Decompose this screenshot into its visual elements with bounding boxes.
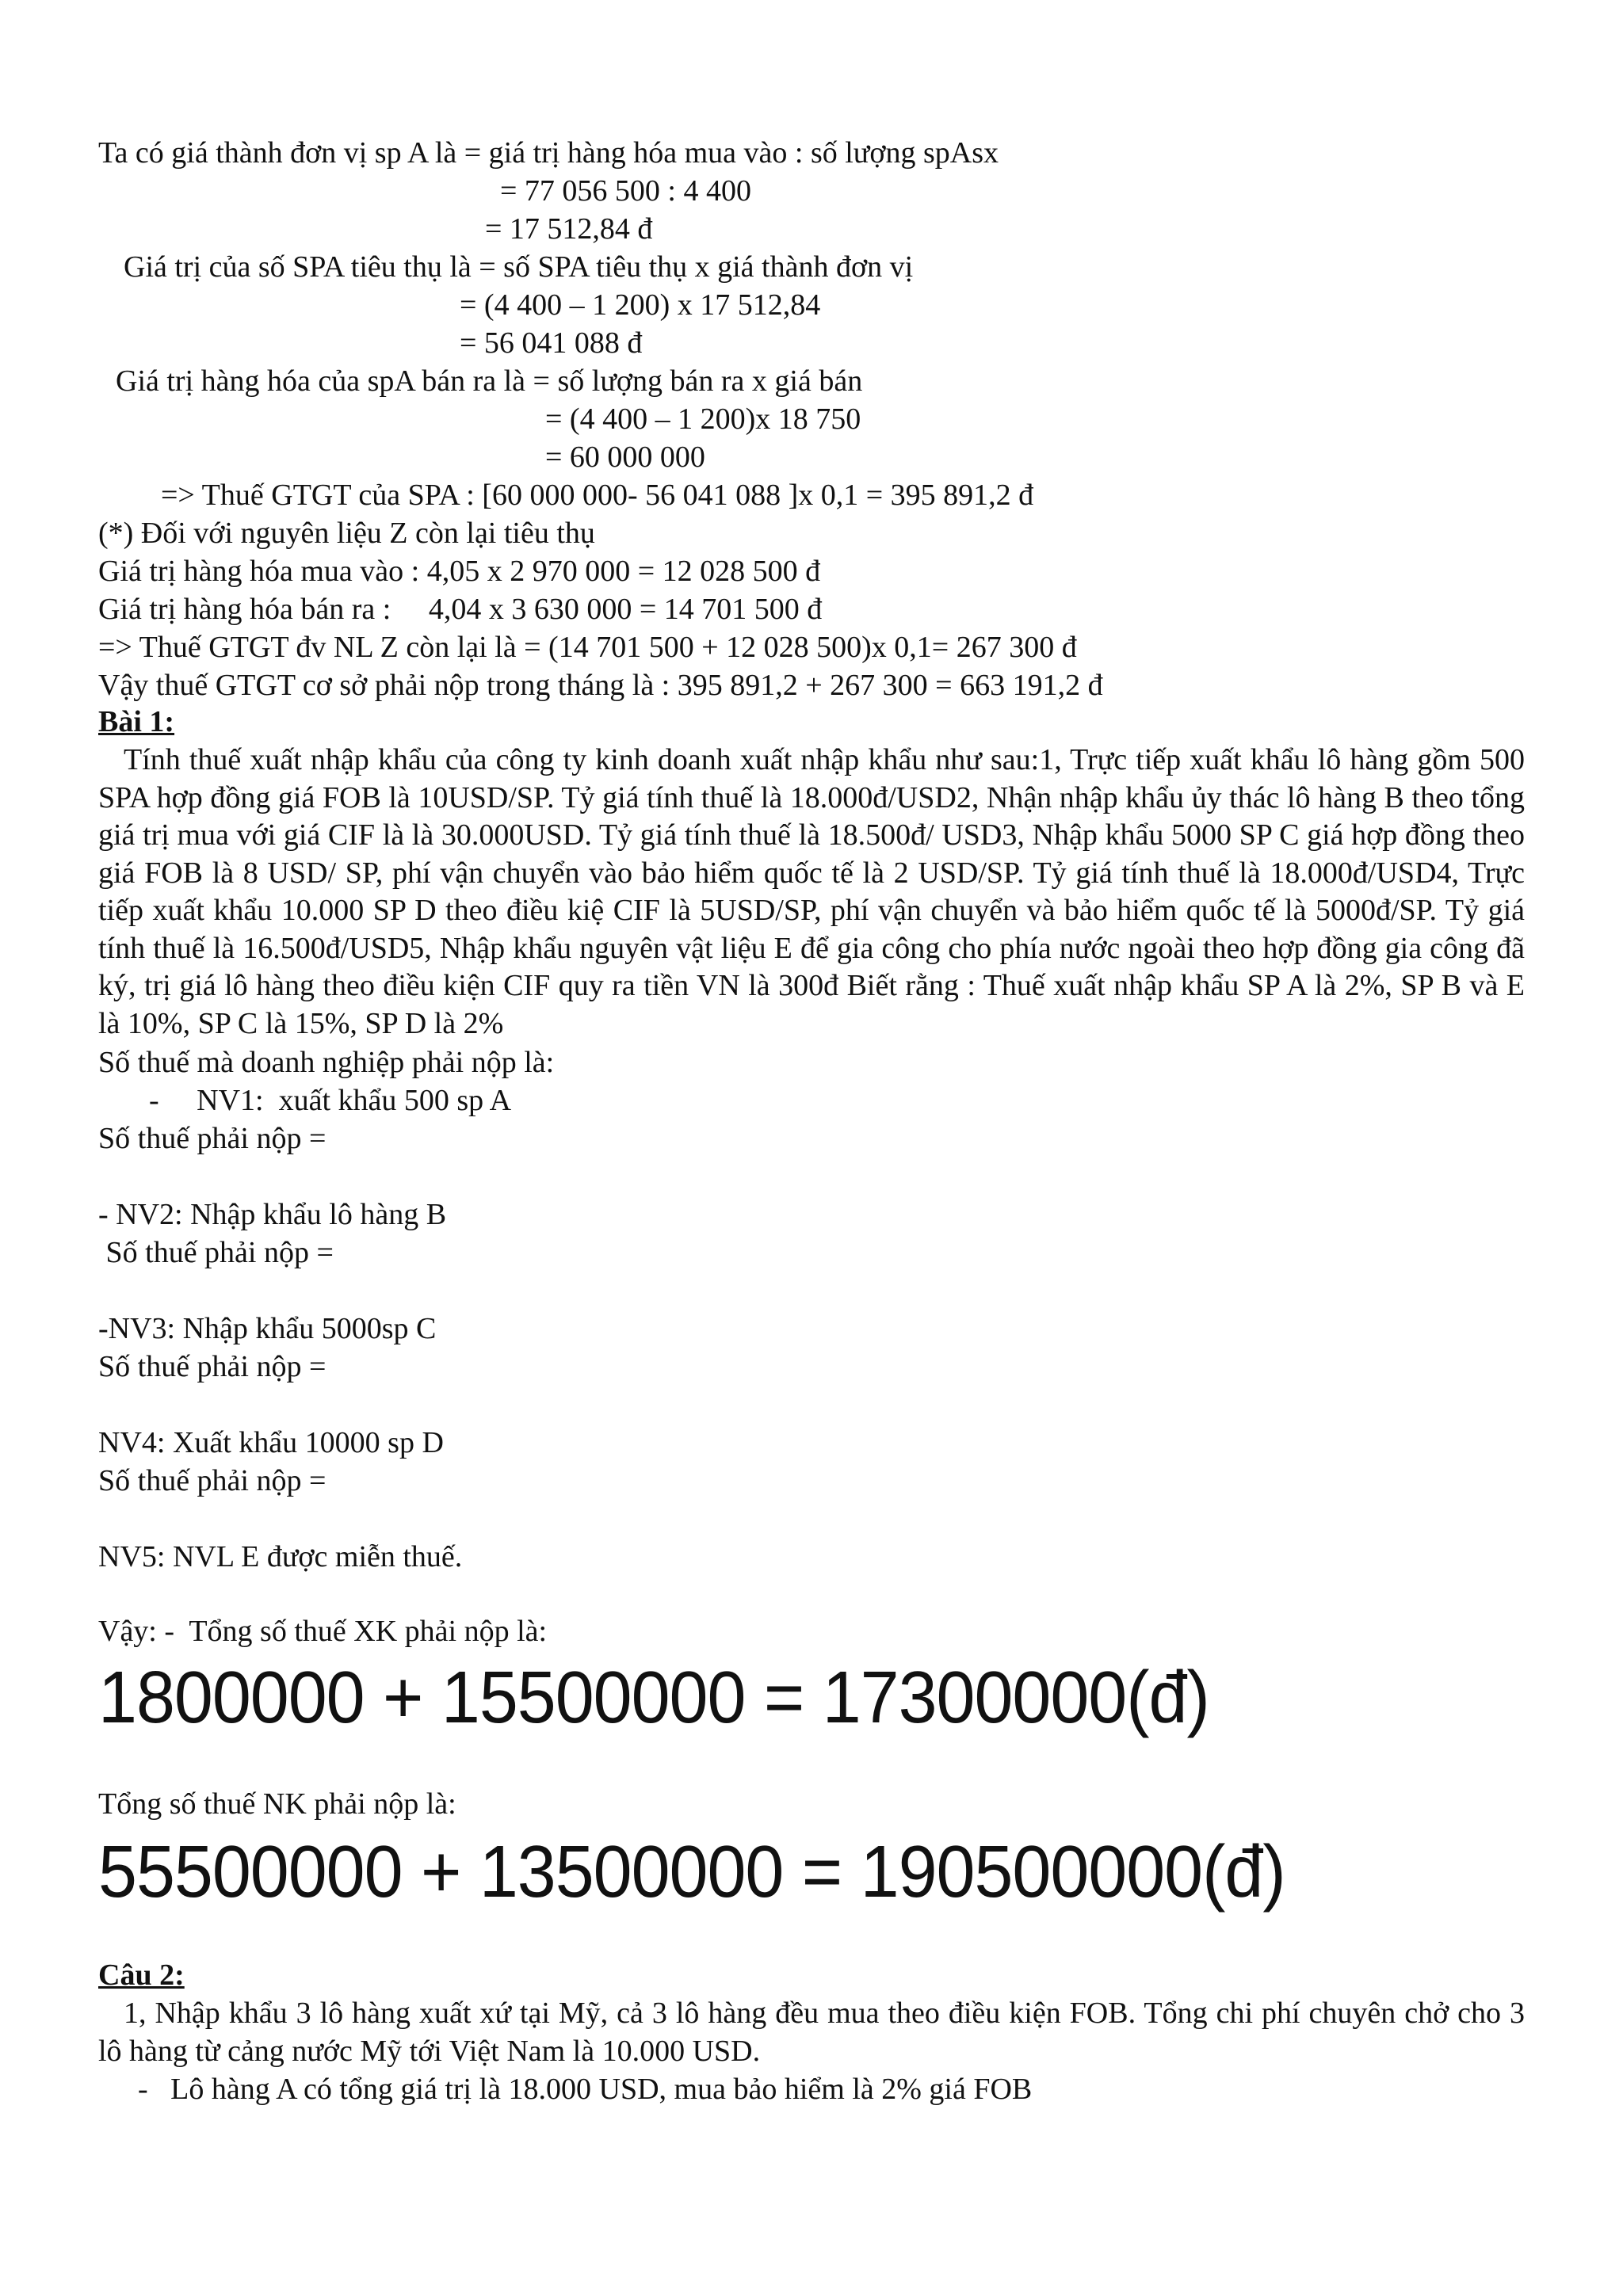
- text-line: Số thuế phải nộp =: [98, 1122, 327, 1155]
- text-line: = 60 000 000: [545, 441, 705, 474]
- text-line: Số thuế phải nộp =: [98, 1236, 334, 1269]
- text-line: Số thuế mà doanh nghiệp phải nộp là:: [98, 1046, 555, 1079]
- problem-paragraph: Tính thuế xuất nhập khẩu của công ty kinh doanh xuất nhập khẩu như sau:1, Trực tiếp xuất khẩu lô hàng gồm 500 SPA hợp đồng giá FOB là 10USD/SP. Tỷ giá tính thuế là 18.000đ/USD2, Nhận nhập khẩu ủy thác lô hàng B theo tổng giá trị mua với giá CIF là là 30.000USD. Tỷ giá tính thuế là 18.500đ/ USD3, Nhập khẩu 5000 SP C giá hợp đồng theo giá FOB là 8 USD/ SP, phí vận chuyển vào bảo hiểm quốc tế là 2 USD/SP. Tỷ giá tính thuế là 18.000đ/USD4, Trực tiếp xuất khẩu 10.000 SP D theo điều kiệ CIF là 5USD/SP, phí vận chuyển và bảo hiểm quốc tế là 5000đ/SP. Tỷ giá tính thuế là 16.500đ/USD5, Nhập khẩu nguyên vật liệu E để gia công cho phía nước ngoài theo hợp đồng gia công đã ký, trị giá lô hàng theo điều kiện CIF quy ra tiền VN là 300đ Biết rằng : Thuế xuất nhập khẩu SP A là 2%, SP B và E là 10%, SP C là 15%, SP D là 2%: [98, 743, 1525, 1040]
- text-line: Số thuế phải nộp =: [98, 1350, 327, 1383]
- text-line: (*) Đối với nguyên liệu Z còn lại tiêu thụ: [98, 517, 595, 550]
- text-line: Tổng số thuế NK phải nộp là:: [98, 1787, 456, 1821]
- text-line: => Thuế GTGT của SPA : [60 000 000- 56 041 088 ]x 0,1 = 395 891,2 đ: [161, 479, 1034, 512]
- list-item-nv4: NV4: Xuất khẩu 10000 sp D: [98, 1426, 444, 1459]
- text-line: Giá trị hàng hóa của spA bán ra là = số lượng bán ra x giá bán: [116, 364, 863, 398]
- section-heading-bai-1: Bài 1:: [98, 705, 175, 738]
- text-line: Giá trị của số SPA tiêu thụ là = số SPA tiêu thụ x giá thành đơn vị: [124, 250, 914, 284]
- text-line: = 17 512,84 đ: [485, 212, 653, 246]
- list-item-lot-a: - Lô hàng A có tổng giá trị là 18.000 USD, mua bảo hiểm là 2% giá FOB: [138, 2073, 1033, 2106]
- text-line: = (4 400 – 1 200)x 18 750: [545, 402, 861, 436]
- formula-xk-total: 1800000 + 15500000 = 17300000(đ): [98, 1655, 1209, 1738]
- list-item-nv2: - NV2: Nhập khẩu lô hàng B: [98, 1198, 447, 1231]
- text-line: Số thuế phải nộp =: [98, 1464, 327, 1497]
- list-item-nv3: -NV3: Nhập khẩu 5000sp C: [98, 1312, 437, 1345]
- text-line: = (4 400 – 1 200) x 17 512,84: [460, 288, 821, 322]
- text-line: Ta có giá thành đơn vị sp A là = giá trị hàng hóa mua vào : số lượng spAsx: [98, 136, 999, 170]
- section-heading-cau-2: Câu 2:: [98, 1958, 185, 1992]
- problem-paragraph: 1, Nhập khẩu 3 lô hàng xuất xứ tại Mỹ, cả 3 lô hàng đều mua theo điều kiện FOB. Tổng chi phí chuyên chở cho 3 lô hàng từ cảng nước Mỹ tới Việt Nam là 10.000 USD.: [98, 1997, 1525, 2068]
- text-line: = 56 041 088 đ: [460, 326, 643, 360]
- list-item-nv1: - NV1: xuất khẩu 500 sp A: [149, 1084, 512, 1117]
- formula-nk-total: 55500000 + 13500000 = 190500000(đ): [98, 1829, 1285, 1913]
- text-line: => Thuế GTGT đv NL Z còn lại là = (14 701 500 + 12 028 500)x 0,1= 267 300 đ: [98, 631, 1077, 664]
- text-line: Giá trị hàng hóa bán ra : 4,04 x 3 630 000 = 14 701 500 đ: [98, 593, 823, 626]
- text-line: = 77 056 500 : 4 400: [500, 174, 751, 208]
- text-line: Vậy: - Tổng số thuế XK phải nộp là:: [98, 1615, 548, 1648]
- text-line: Giá trị hàng hóa mua vào : 4,05 x 2 970 000 = 12 028 500 đ: [98, 555, 821, 588]
- text-line: Vậy thuế GTGT cơ sở phải nộp trong tháng là : 395 891,2 + 267 300 = 663 191,2 đ: [98, 669, 1103, 702]
- list-item-nv5: NV5: NVL E được miễn thuế.: [98, 1540, 463, 1573]
